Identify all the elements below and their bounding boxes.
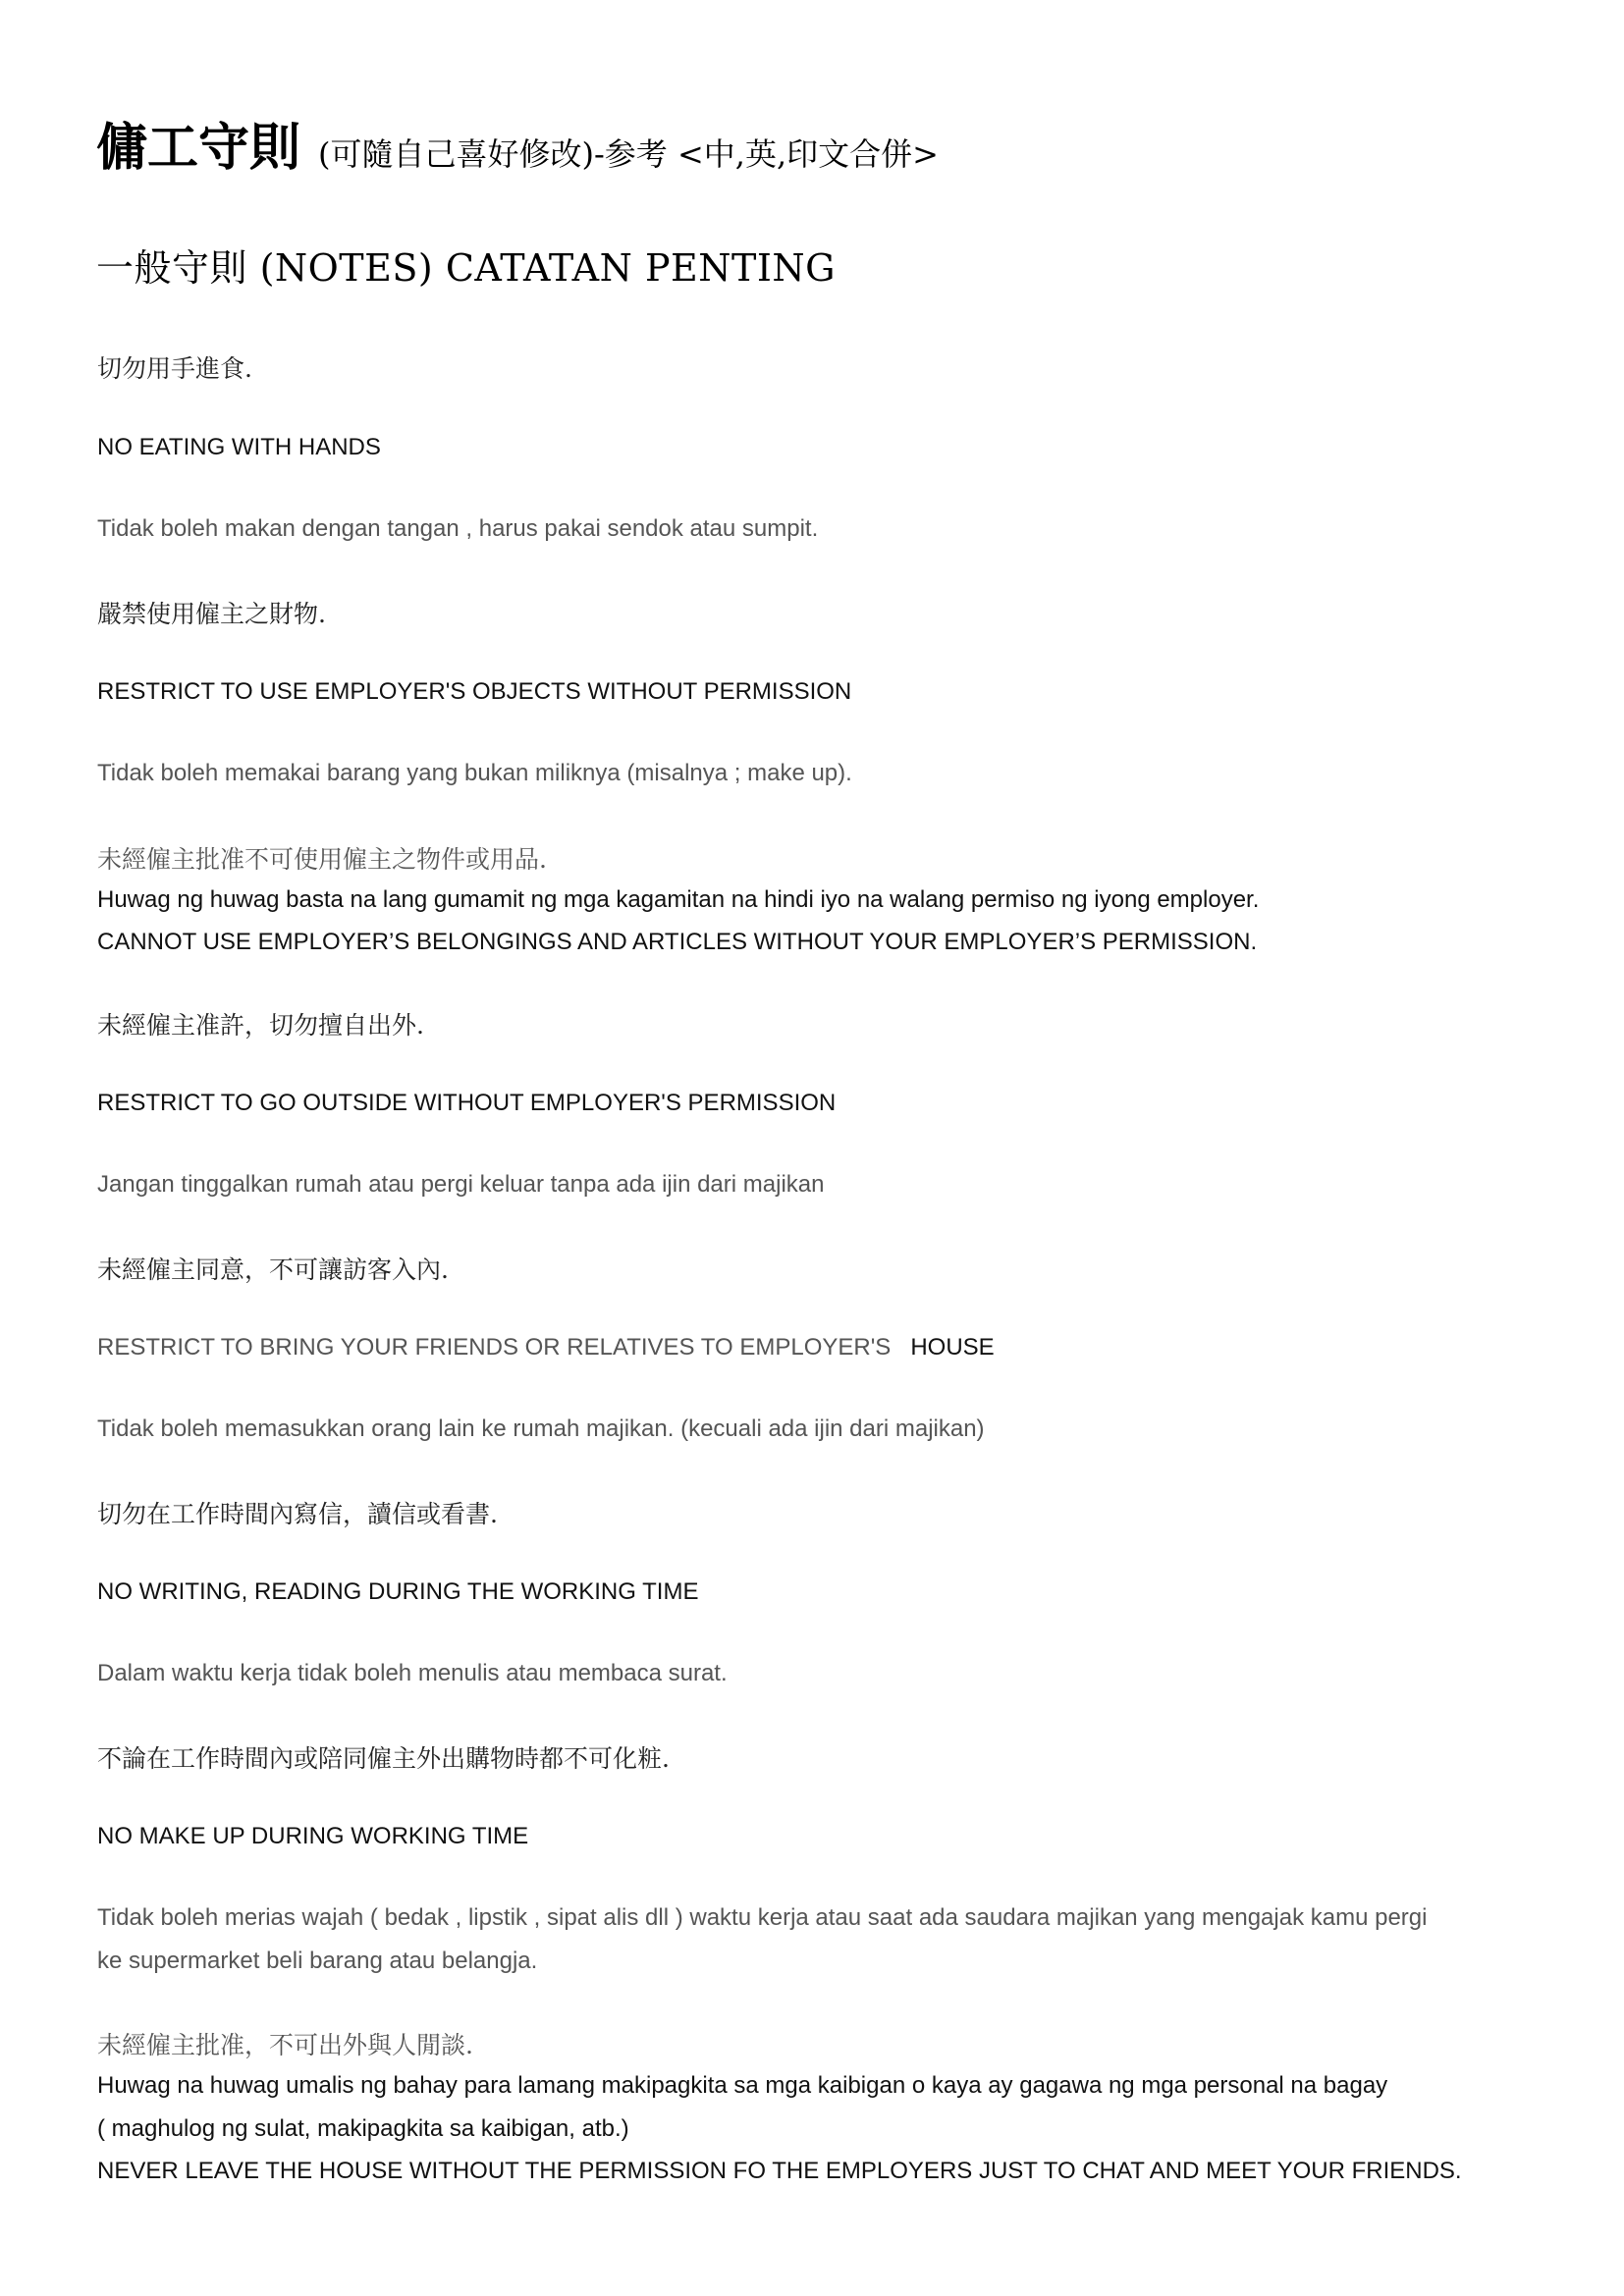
rule-7-english: NO MAKE UP DURING WORKING TIME [97,1823,529,1849]
rule-2-english: RESTRICT TO USE EMPLOYER'S OBJECTS WITHOUT PERMISSION [97,678,852,705]
document-title [96,106,939,180]
rule-6-english: NO WRITING, READING DURING THE WORKING TIME [97,1578,699,1605]
rule-6-chinese: 切勿在工作時間內寫信，讀信或看書. [97,1500,498,1528]
section-heading: 一般守則 (NOTES) CATATAN PENTING [96,246,836,290]
rule-7-indonesian-line-1: Tidak boleh merias wajah ( bedak , lipstik , sipat alis dll ) waktu kerja atau saat ada saudara majikan yang mengajak kamu pergi [97,1904,1428,1931]
rule-4-english: RESTRICT TO GO OUTSIDE WITHOUT EMPLOYER'S PERMISSION [97,1090,837,1116]
rule-5-english-part-1: RESTRICT TO BRING YOUR FRIENDS OR RELATIVES TO EMPLOYER'S [97,1334,892,1361]
rule-6-indonesian: Dalam waktu kerja tidak boleh menulis atau membaca surat. [97,1660,728,1686]
rule-1-indonesian: Tidak boleh makan dengan tangan , harus pakai sendok atau sumpit. [97,515,819,542]
rule-3-tagalog: Huwag ng huwag basta na lang gumamit ng mga kagamitan na hindi iyo na walang permiso ng iyong employer. [97,886,1260,913]
rule-8-tagalog-line-2: ( maghulog ng sulat, makipagkita sa kaibigan, atb.) [97,2115,629,2142]
rule-7-indonesian-line-2: ke supermarket beli barang atau belangja. [97,1948,538,1974]
rule-5-english [97,1334,995,1362]
rule-7-chinese: 不論在工作時間內或陪同僱主外出購物時都不可化粧. [97,1744,670,1773]
rule-3-chinese: 未經僱主批准不可使用僱主之物件或用品. [97,845,547,874]
rule-8-english: NEVER LEAVE THE HOUSE WITHOUT THE PERMISSION FO THE EMPLOYERS JUST TO CHAT AND MEET YOUR FRIENDS. [97,2158,1462,2184]
title-main: 傭工守則 [96,118,301,178]
rule-2-indonesian: Tidak boleh memakai barang yang bukan miliknya (misalnya ; make up). [97,760,852,786]
rule-1-english: NO EATING WITH HANDS [97,434,381,460]
rule-2-chinese: 嚴禁使用僱主之財物. [97,600,326,628]
rule-8-tagalog-line-1: Huwag na huwag umalis ng bahay para lamang makipagkita sa mga kaibigan o kaya ay gagawa ng mga personal na bagay [97,2072,1388,2099]
rule-5-english-part-2: HOUSE [910,1334,995,1361]
rule-4-chinese: 未經僱主准許，切勿擅自出外. [97,1011,424,1040]
rule-1-chinese: 切勿用手進食. [97,354,252,383]
rule-8-chinese: 未經僱主批准，不可出外與人閒談. [97,2031,473,2059]
rule-5-indonesian: Tidak boleh memasukkan orang lain ke rumah majikan. (kecuali ada ijin dari majikan) [97,1415,985,1442]
rule-4-indonesian: Jangan tinggalkan rumah atau pergi keluar tanpa ada ijin dari majikan [97,1171,825,1198]
rule-5-chinese: 未經僱主同意，不可讓訪客入內. [97,1255,449,1284]
title-subtitle: (可隨自己喜好修改)-参考 <中,英,印文合併> [318,135,939,173]
rule-3-english: CANNOT USE EMPLOYER’S BELONGINGS AND ARTICLES WITHOUT YOUR EMPLOYER’S PERMISSION. [97,929,1258,955]
